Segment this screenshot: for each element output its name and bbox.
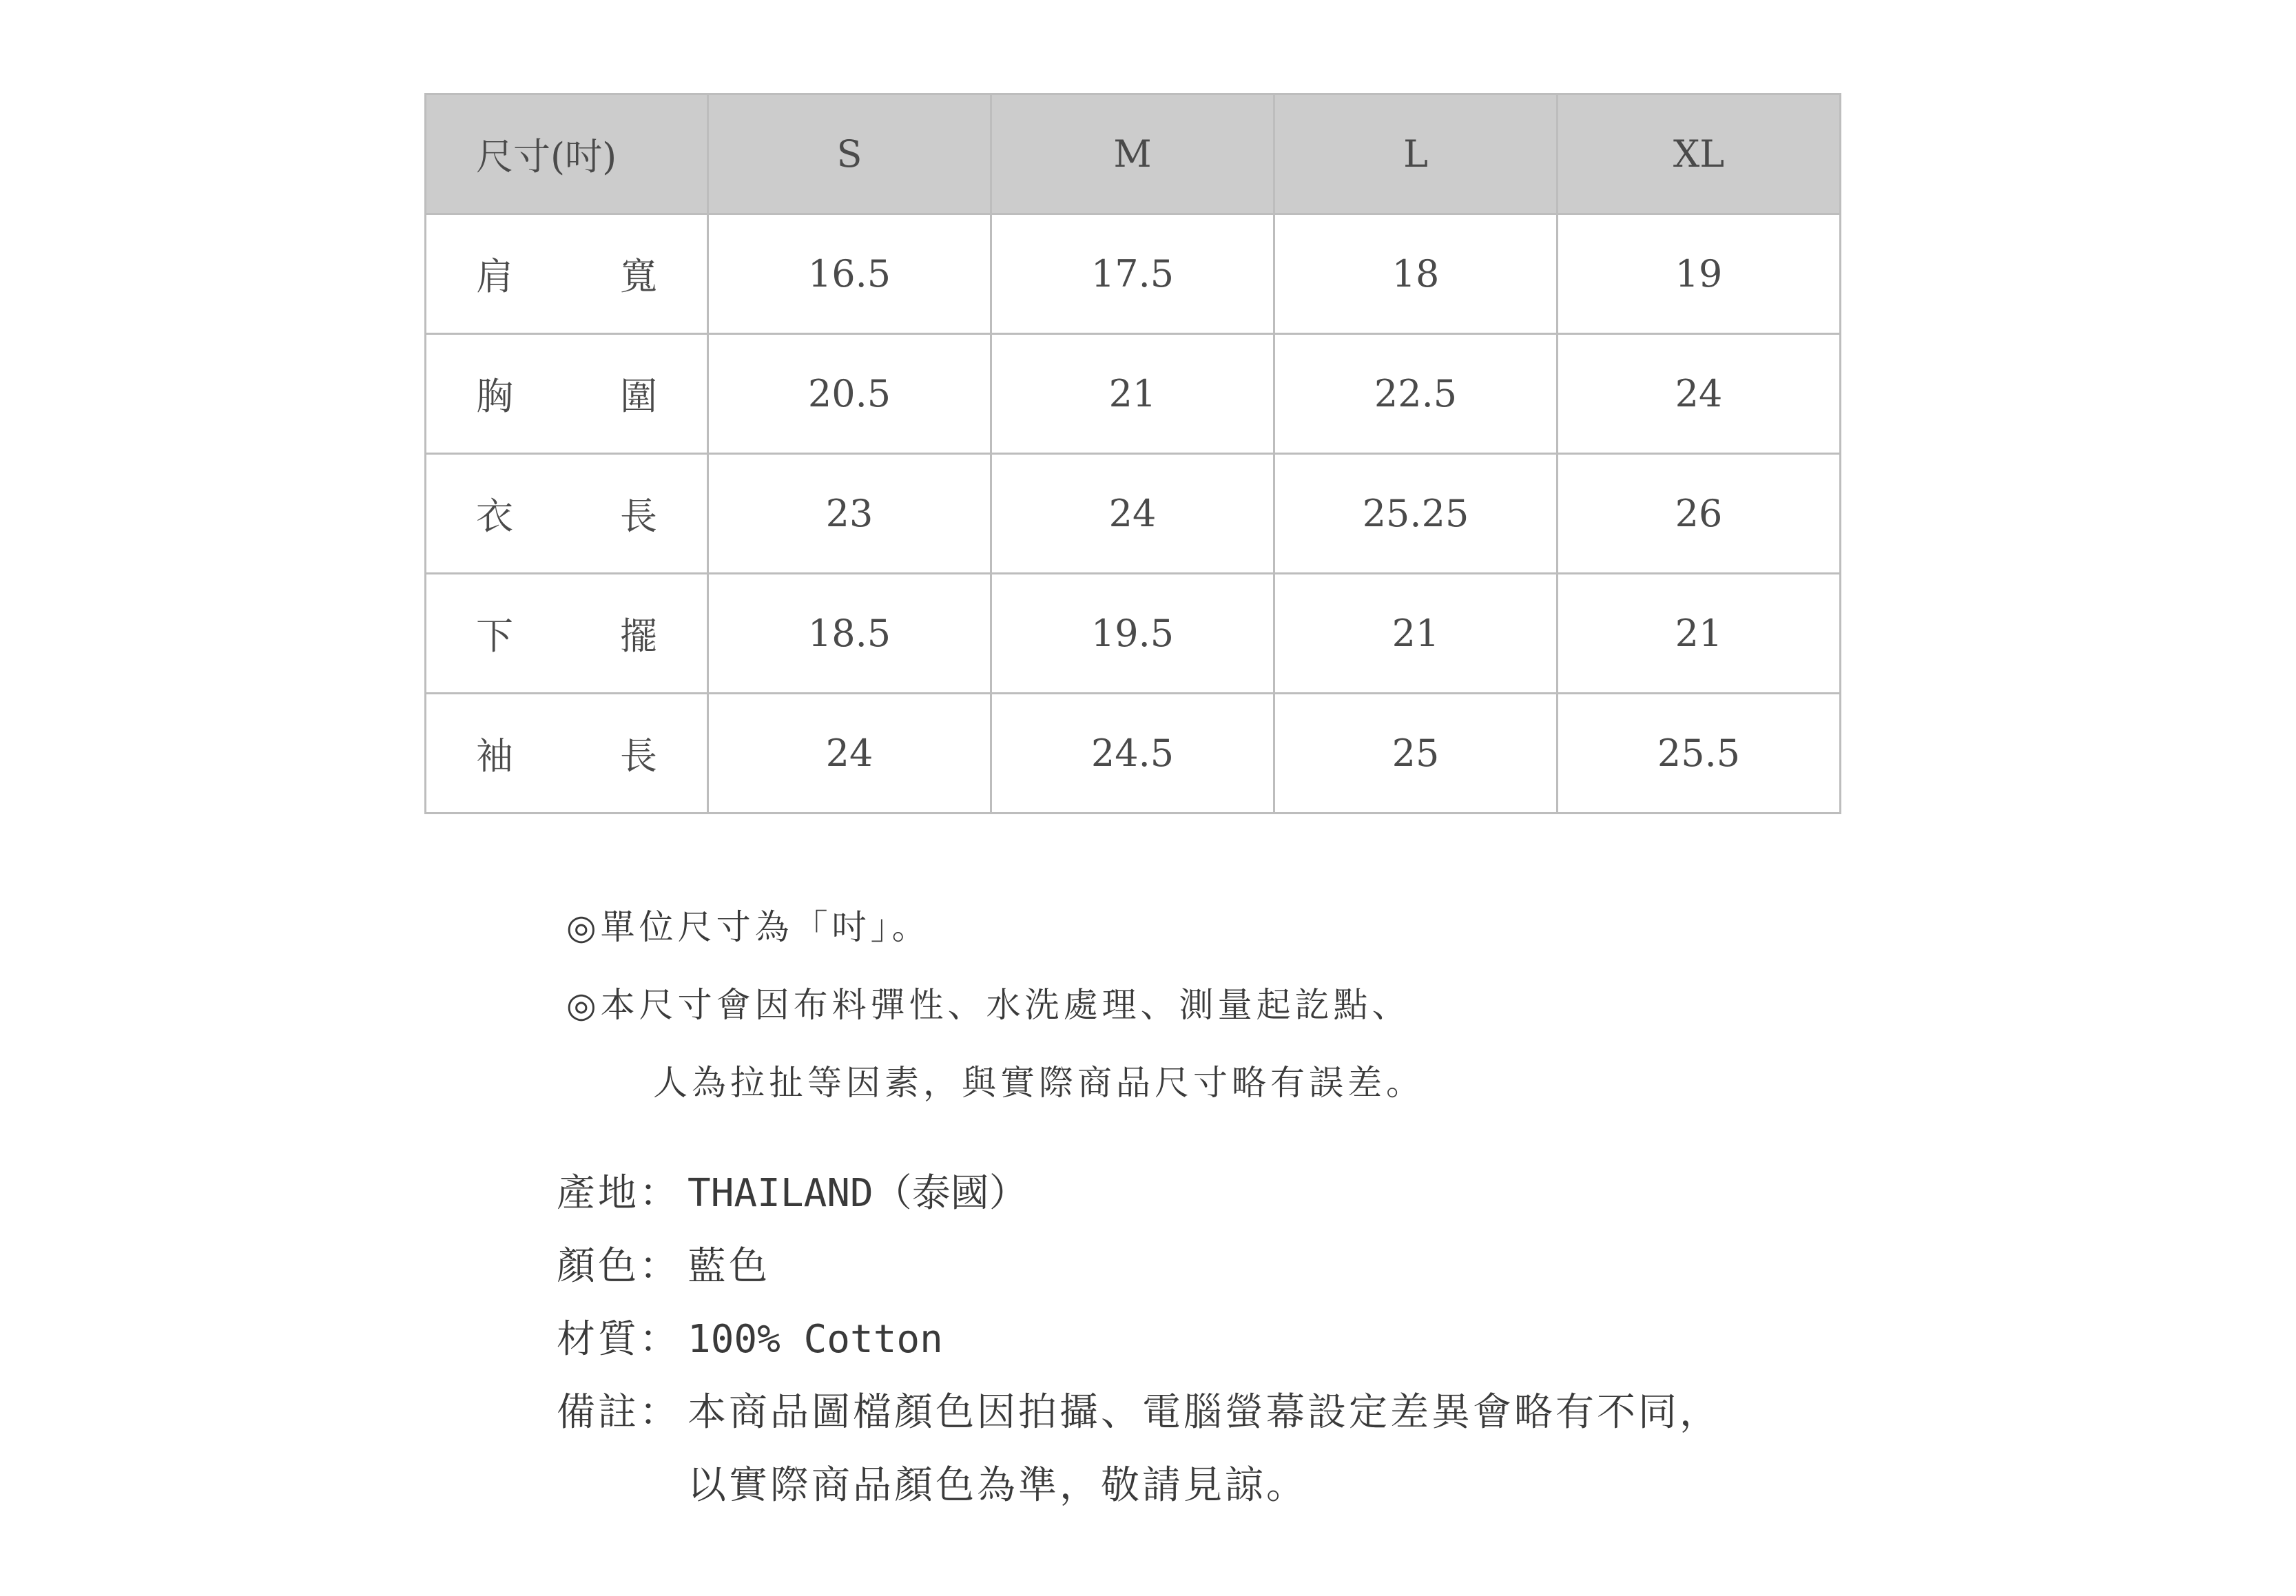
table-cell: 16.5 — [708, 214, 991, 334]
header-size-m: M — [991, 94, 1274, 214]
table-row — [426, 334, 1841, 454]
note-unit: ◎單位尺寸為「吋」。 — [566, 907, 931, 947]
row-label-length — [426, 454, 708, 574]
table-cell: 23 — [708, 454, 991, 574]
spec-color — [557, 1230, 1721, 1303]
table-cell: 24.5 — [991, 694, 1274, 813]
row-label-part: 下 — [476, 614, 513, 658]
spec-key: 備註： — [557, 1390, 681, 1435]
spec-material — [557, 1303, 1721, 1376]
row-label-part: 衣 — [476, 495, 513, 538]
spec-key: 顏色： — [557, 1244, 681, 1289]
spec-remark-cont — [557, 1449, 1721, 1522]
table-header-row — [426, 94, 1841, 214]
table-cell: 17.5 — [991, 214, 1274, 334]
row-label-chest — [426, 334, 708, 454]
table-row — [426, 214, 1841, 334]
size-notes — [566, 889, 1425, 1122]
product-specs — [557, 1157, 1721, 1522]
header-size-l: L — [1274, 94, 1558, 214]
header-label-cell: 尺寸(吋) — [426, 94, 708, 214]
row-label-part: 長 — [620, 734, 657, 778]
spec-key: 材質： — [557, 1317, 681, 1362]
table-cell: 24 — [1558, 334, 1841, 454]
table-cell: 24 — [991, 454, 1274, 574]
note-tolerance-cont: 人為拉扯等因素，與實際商品尺寸略有誤差。 — [653, 1063, 1425, 1103]
note-tolerance: ◎本尺寸會因布料彈性、水洗處理、測量起訖點、 — [566, 985, 1411, 1025]
table-cell: 18.5 — [708, 574, 991, 694]
table-cell: 25 — [1274, 694, 1558, 813]
table-cell: 21 — [1274, 574, 1558, 694]
row-label-part: 擺 — [620, 614, 657, 658]
spec-origin — [557, 1157, 1721, 1230]
row-label-part: 肩 — [476, 255, 513, 298]
table-cell: 20.5 — [708, 334, 991, 454]
spec-key: 產地： — [557, 1171, 681, 1216]
table-row — [426, 574, 1841, 694]
spec-value: 100% Cotton — [687, 1317, 943, 1362]
spec-value: THAILAND（泰國） — [687, 1171, 1028, 1216]
row-label-hem — [426, 574, 708, 694]
table-row — [426, 454, 1841, 574]
table-cell: 25.5 — [1558, 694, 1841, 813]
spec-value: 本商品圖檔顏色因拍攝、電腦螢幕設定差異會略有不同， — [687, 1390, 1721, 1435]
table-cell: 22.5 — [1274, 334, 1558, 454]
table-cell: 24 — [708, 694, 991, 813]
row-label-part: 寬 — [620, 255, 657, 298]
spec-remark — [557, 1376, 1721, 1449]
row-label-part: 長 — [620, 495, 657, 538]
table-cell: 26 — [1558, 454, 1841, 574]
table-cell: 25.25 — [1274, 454, 1558, 574]
header-size-xl: XL — [1558, 94, 1841, 214]
table-cell: 21 — [991, 334, 1274, 454]
row-label-part: 胸 — [476, 375, 513, 418]
row-label-shoulder — [426, 214, 708, 334]
size-chart-table — [424, 93, 1841, 814]
table-cell: 21 — [1558, 574, 1841, 694]
table-cell: 19.5 — [991, 574, 1274, 694]
row-label-sleeve — [426, 694, 708, 813]
table-cell: 18 — [1274, 214, 1558, 334]
spec-value: 以實際商品顏色為準，敬請見諒。 — [687, 1463, 1307, 1508]
table-row — [426, 694, 1841, 813]
table-cell: 19 — [1558, 214, 1841, 334]
row-label-part: 袖 — [476, 734, 513, 778]
row-label-part: 圍 — [620, 375, 657, 418]
header-size-s: S — [708, 94, 991, 214]
spec-value: 藍色 — [687, 1244, 770, 1289]
